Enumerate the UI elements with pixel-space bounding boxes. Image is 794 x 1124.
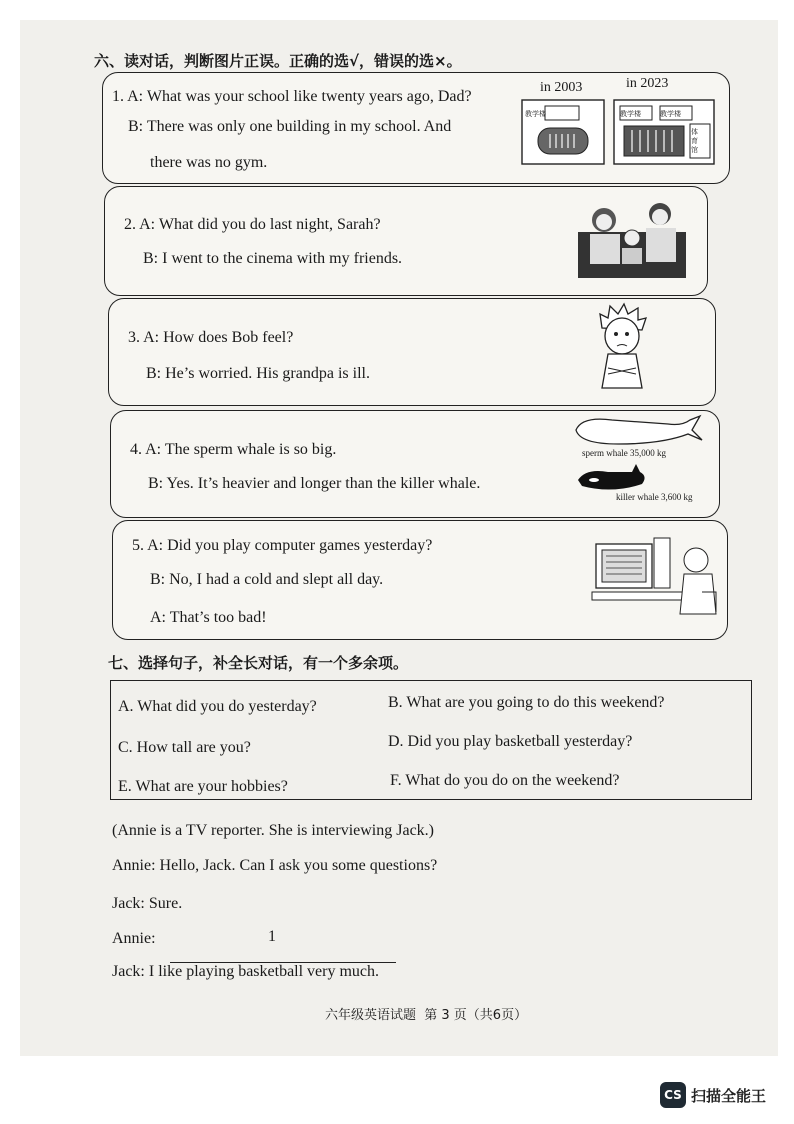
sperm-whale-label: sperm whale 35,000 kg — [582, 448, 666, 458]
item3-a: 3. A: How does Bob feel? — [128, 329, 294, 346]
blank-number-1: 1 — [268, 928, 276, 945]
page-footer: 六年级英语试题 第 3 页（共6页） — [325, 1008, 528, 1023]
item4-a: 4. A: The sperm whale is so big. — [130, 441, 337, 458]
item1-b1: B: There was only one building in my school. And — [128, 118, 452, 135]
pic1-caption-right: in 2023 — [626, 76, 669, 91]
killer-whale-label: killer whale 3,600 kg — [616, 492, 693, 502]
computer-boy-picture — [590, 534, 722, 618]
item5-b1: B: No, I had a cold and slept all day. — [150, 571, 384, 588]
item1-a: 1. A: What was your school like twenty years ago, Dad? — [112, 88, 472, 105]
dialogue-line-2: Jack: Sure. — [112, 895, 183, 912]
section6-title: 六、读对话，判断图片正误。正确的选√，错误的选×。 — [94, 52, 462, 70]
option-d: D. Did you play basketball yesterday? — [388, 733, 633, 750]
dialogue-line-4: Jack: I like playing basketball very much. — [112, 963, 380, 980]
item4-b1: B: Yes. It’s heavier and longer than the killer whale. — [148, 475, 481, 492]
camscanner-name: 扫描全能王 — [691, 1087, 767, 1105]
item1-b2: there was no gym. — [150, 154, 268, 171]
option-c: C. How tall are you? — [118, 739, 251, 756]
section7-title: 七、选择句子，补全长对话，有一个多余项。 — [108, 654, 409, 672]
pic1-building-label-3: 教学楼 — [660, 110, 681, 118]
dialogue-line-1: Annie: Hello, Jack. Can I ask you some questions? — [112, 857, 438, 874]
item2-a: 2. A: What did you do last night, Sarah? — [124, 216, 381, 233]
cinema-family-picture — [576, 196, 688, 280]
item5-b2: A: That’s too bad! — [150, 609, 267, 626]
dialogue-line-3: Annie: — [112, 930, 156, 947]
camscanner-logo: CS — [660, 1082, 686, 1108]
answer-blank-1[interactable] — [170, 944, 396, 963]
worried-boy-picture — [594, 302, 650, 390]
option-e: E. What are your hobbies? — [118, 778, 288, 795]
pic1-caption-left: in 2003 — [540, 80, 583, 95]
option-f: F. What do you do on the weekend? — [390, 772, 620, 789]
pic1-building-label-2: 教学楼 — [620, 110, 641, 118]
item5-a: 5. A: Did you play computer games yesterday? — [132, 537, 433, 554]
option-b: B. What are you going to do this weekend? — [388, 694, 665, 711]
item3-b1: B: He’s worried. His grandpa is ill. — [146, 365, 370, 382]
pic1-gym-label: 体育馆 — [691, 128, 698, 154]
option-a: A. What did you do yesterday? — [118, 698, 317, 715]
item2-b1: B: I went to the cinema with my friends. — [143, 250, 403, 267]
dialogue-intro: (Annie is a TV reporter. She is interviewing Jack.) — [112, 822, 434, 839]
pic1-building-label-1: 教学楼 — [525, 110, 546, 118]
